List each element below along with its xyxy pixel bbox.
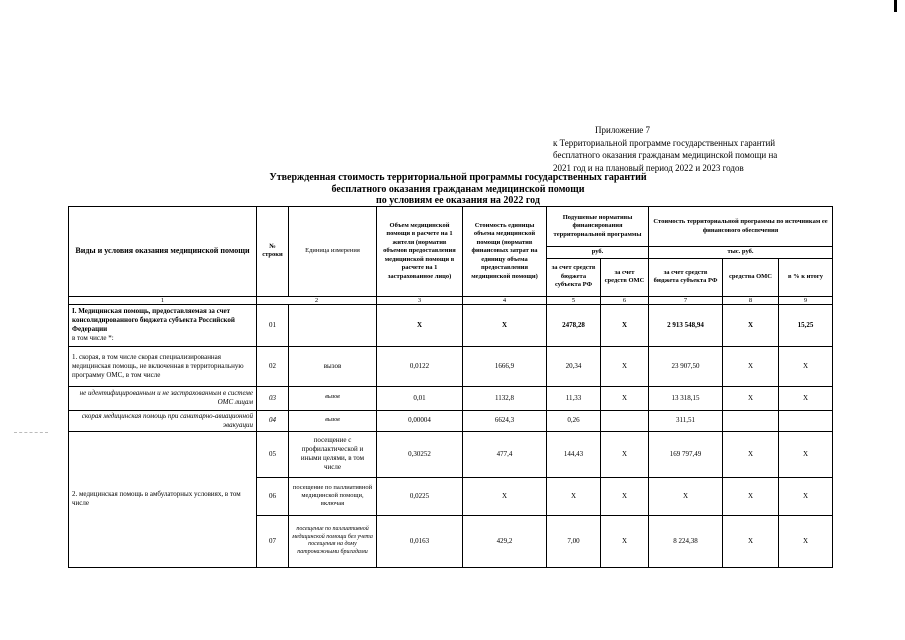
appendix-title: Приложение 7 — [595, 125, 651, 135]
row-total-oms: Х — [723, 515, 779, 567]
row-cost: 1666,9 — [463, 346, 547, 386]
col-number: 6 — [601, 296, 649, 304]
row-label: не идентифицированным и не застрахованным в системе ОМС лицам — [69, 386, 257, 410]
row-pc-budget: Х — [547, 477, 601, 515]
heading-line-1: Утвержденная стоимость территориальной программы государственных гарантий — [269, 172, 647, 183]
row-total-budget: 23 907,50 — [649, 346, 723, 386]
header-oms: за счет средств ОМС — [601, 258, 649, 296]
appendix-line-1: к Территориальной программе государственных гарантий — [553, 137, 776, 148]
row-unit: вызов — [289, 410, 377, 431]
table-row — [69, 386, 833, 410]
row-label: скорая медицинская помощь при санитарно-авиационной эвакуации — [69, 410, 257, 431]
col-number: 9 — [779, 296, 833, 304]
row-total-budget: 2 913 548,94 — [649, 304, 723, 346]
row-pc-budget: 2478,28 — [547, 304, 601, 346]
row-total-oms: Х — [723, 431, 779, 477]
appendix-line-3: 2021 год и на плановый период 2022 и 2023 годов — [553, 162, 744, 173]
margin-dash — [14, 432, 48, 433]
header-unit-cost: Стоимость единицы объема медицинской помощи (норматив финансовых затрат на единицу объема предоставления медицинской помощи) — [463, 207, 547, 297]
row-volume: 0,01 — [377, 386, 463, 410]
row-total-oms: Х — [723, 477, 779, 515]
row-pc-oms: Х — [601, 304, 649, 346]
row-pc-budget: 144,43 — [547, 431, 601, 477]
row-unit: вызов — [289, 346, 377, 386]
row-no: 06 — [257, 477, 289, 515]
row-no: 03 — [257, 386, 289, 410]
row-label: 2. медицинская помощь в амбулаторных условиях, в том числе — [69, 431, 257, 567]
row-pc-oms: Х — [601, 386, 649, 410]
row-percent — [779, 410, 833, 431]
table-row — [69, 304, 833, 346]
row-total-budget: 169 797,49 — [649, 431, 723, 477]
col-number: 3 — [377, 296, 463, 304]
row-percent: Х — [779, 515, 833, 567]
row-total-oms: Х — [723, 304, 779, 346]
row-percent: Х — [779, 346, 833, 386]
row-unit — [289, 304, 377, 346]
row-volume: 0,30252 — [377, 431, 463, 477]
header-cost-oms: средства ОМС — [723, 258, 779, 296]
row-unit: посещение по паллиативной медицинской помощи без учета посещения на дому патронажными бригадами — [289, 515, 377, 567]
row-total-budget: 13 318,15 — [649, 386, 723, 410]
heading-line-3: по условиям ее оказания на 2022 год — [376, 195, 540, 206]
row-percent: Х — [779, 386, 833, 410]
row-total-budget: 8 224,38 — [649, 515, 723, 567]
table-row — [69, 410, 833, 431]
row-cost: Х — [463, 477, 547, 515]
row-pc-oms — [601, 410, 649, 431]
col-number: 5 — [547, 296, 601, 304]
header-volume: Объем медицинской помощи в расчете на 1 жителя (норматив объемов предоставления медицинской помощи в расчете на 1 застрахованное лицо) — [377, 207, 463, 297]
header-kinds: Виды и условия оказания медицинской помощи — [69, 207, 257, 297]
table-row — [69, 431, 833, 477]
row-cost: 1132,8 — [463, 386, 547, 410]
row-no: 05 — [257, 431, 289, 477]
row-pc-budget: 20,34 — [547, 346, 601, 386]
row-cost: 429,2 — [463, 515, 547, 567]
col-number: 4 — [463, 296, 547, 304]
col-number: 8 — [723, 296, 779, 304]
header-cost-total: Стоимость территориальной программы по источникам ее финансового обеспечения — [649, 207, 833, 247]
table-row — [69, 346, 833, 386]
row-label-sub: в том числе *: — [72, 334, 114, 342]
row-pc-oms: Х — [601, 477, 649, 515]
row-volume: 0,00004 — [377, 410, 463, 431]
col-number: 2 — [257, 296, 377, 304]
header-cost-budget: за счет средств бюджета субъекта РФ — [649, 258, 723, 296]
header-row-no: № строки — [257, 207, 289, 297]
cost-table — [68, 206, 833, 568]
row-volume: Х — [377, 304, 463, 346]
row-volume: 0,0163 — [377, 515, 463, 567]
col-number: 1 — [69, 296, 257, 304]
heading-line-2: бесплатного оказания гражданам медицинской помощи — [331, 183, 585, 195]
row-unit: вызов — [289, 386, 377, 410]
row-no: 01 — [257, 304, 289, 346]
row-label-text: I. Медицинская помощь, предоставляемая за счет консолидированного бюджета субъекта Российской Федерации — [72, 307, 235, 333]
appendix-line-2: бесплатного оказания гражданам медицинской помощи на — [553, 150, 778, 161]
row-percent: 15,25 — [779, 304, 833, 346]
row-total-budget: Х — [649, 477, 723, 515]
row-pc-budget: 11,33 — [547, 386, 601, 410]
row-percent: Х — [779, 477, 833, 515]
header-per-capita: Подушевые нормативы финансирования территориальной программы — [547, 207, 649, 247]
row-total-oms: Х — [723, 386, 779, 410]
row-volume: 0,0225 — [377, 477, 463, 515]
appendix-block — [553, 124, 883, 174]
header-budget-rf: за счет средств бюджета субъекта РФ — [547, 258, 601, 296]
row-no: 02 — [257, 346, 289, 386]
row-cost: 6624,3 — [463, 410, 547, 431]
header-thousand-rub: тыс. руб. — [649, 247, 833, 259]
document-heading — [180, 172, 736, 207]
row-volume: 0,0122 — [377, 346, 463, 386]
row-cost: 477,4 — [463, 431, 547, 477]
edge-mark — [894, 0, 897, 12]
header-unit: Единица измерения — [289, 207, 377, 297]
column-number-row — [69, 296, 833, 304]
row-cost: Х — [463, 304, 547, 346]
row-unit: посещение по паллиативной медицинской помощи, включая — [289, 477, 377, 515]
header-percent: в % к итогу — [779, 258, 833, 296]
row-no: 07 — [257, 515, 289, 567]
row-label — [69, 304, 257, 346]
row-label: 1. скорая, в том числе скорая специализированная медицинская помощь, не включенная в территориальную программу ОМС, в том числе — [69, 346, 257, 386]
row-pc-oms: Х — [601, 515, 649, 567]
col-number: 7 — [649, 296, 723, 304]
row-pc-oms: Х — [601, 346, 649, 386]
header-rub: руб. — [547, 247, 649, 259]
row-unit: посещение с профилактической и иными целями, в том числе — [289, 431, 377, 477]
row-pc-budget: 0,26 — [547, 410, 601, 431]
row-percent: Х — [779, 431, 833, 477]
row-pc-budget: 7,00 — [547, 515, 601, 567]
row-no: 04 — [257, 410, 289, 431]
row-total-oms: Х — [723, 346, 779, 386]
row-total-budget: 311,51 — [649, 410, 723, 431]
row-total-oms — [723, 410, 779, 431]
row-pc-oms: Х — [601, 431, 649, 477]
